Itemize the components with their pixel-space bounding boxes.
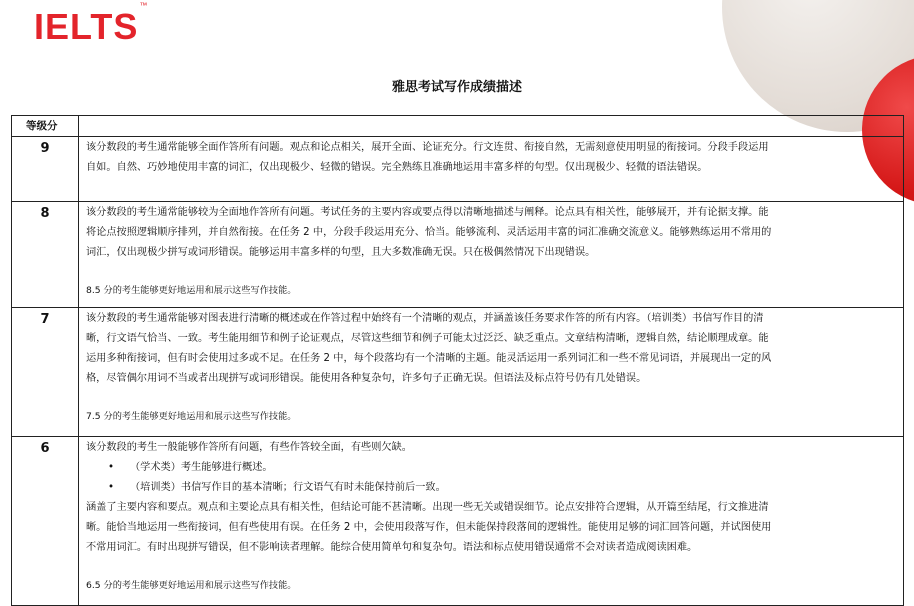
half-band-note: 6.5 分的考生能够更好地运用和展示这些写作技能。: [86, 580, 297, 591]
band-score: 8: [12, 202, 79, 308]
bullet-dot-icon: •: [108, 482, 115, 493]
description-line: 晰，行文语气恰当、一致。考生能用细节和例子论证观点，尽管这些细节和例子可能太过泛泛、缺乏重点。文章结构清晰，逻辑自然，结论顺理成章。能: [86, 333, 769, 344]
table-row: [12, 437, 904, 606]
bullet-item: [86, 458, 897, 478]
bullet-dot-icon: •: [108, 462, 115, 473]
band-score: 9: [12, 137, 79, 202]
description-line: 词汇，仅出现极少拼写或词形错误。能够运用丰富多样的句型，且大多数准确无误。只在极偶然情况下出现错误。: [86, 247, 596, 258]
band-description: [79, 202, 904, 308]
table-row: [12, 202, 904, 308]
description-intro: 该分数段的考生一般能够作答所有问题，有些作答较全面，有些则欠缺。: [86, 442, 412, 453]
table-header-row: [12, 116, 904, 137]
band-score: 7: [12, 308, 79, 437]
trademark-symbol: ™: [139, 1, 149, 10]
band-descriptor-table: [11, 115, 904, 606]
half-band-note: 7.5 分的考生能够更好地运用和展示这些写作技能。: [86, 411, 297, 422]
description-line: 将论点按照逻辑顺序排列，并自然衔接。在任务 2 中，分段手段运用充分、恰当。能够流利、灵活运用丰富的词汇准确交流意义。能够熟练运用不常用的: [86, 227, 772, 238]
description-line: 该分数段的考生通常能够较为全面地作答所有问题。考试任务的主要内容或要点得以清晰地描述与阐释。论点具有相关性，能够展开，并有论据支撑。能: [86, 207, 769, 218]
description-column-header: [79, 116, 904, 137]
band-description: [79, 137, 904, 202]
description-line: 自如。自然、巧妙地使用丰富的词汇，仅出现极少、轻微的错误。完全熟练且准确地运用丰富多样的句型。仅出现极少、轻微的语法错误。: [86, 162, 708, 173]
band-column-header: 等级分: [12, 116, 79, 137]
bullet-item: [86, 478, 897, 498]
ielts-logo: [34, 1, 149, 48]
description-line: 该分数段的考生通常能够对图表进行清晰的概述或在作答过程中始终有一个清晰的观点，并涵盖该任务要求作答的所有内容。（培训类）书信写作目的清: [86, 313, 764, 324]
half-band-note: 8.5 分的考生能够更好地运用和展示这些写作技能。: [86, 285, 297, 296]
table-row: [12, 308, 904, 437]
description-line: 格，尽管偶尔用词不当或者出现拼写或词形错误。能使用各种复杂句，许多句子正确无误。但语法及标点符号仍有几处错误。: [86, 373, 647, 384]
page-title: 雅思考试写作成绩描述: [391, 80, 522, 95]
description-line: 运用多种衔接词，但有时会使用过多或不足。在任务 2 中，每个段落均有一个清晰的主题。能灵活运用一系列词汇和一些不常见词语，并展现出一定的风: [86, 353, 772, 364]
description-line: 不常用词汇。有时出现拼写错误，但不影响读者理解。能综合使用简单句和复杂句。语法和标点使用错误通常不会对读者造成阅读困难。: [86, 542, 698, 553]
band-description: [79, 308, 904, 437]
table-row: [12, 137, 904, 202]
band-score: 6: [12, 437, 79, 606]
ielts-logo-text: IELTS: [34, 6, 139, 47]
bullet-text: （培训类）书信写作目的基本清晰；行文语气有时未能保持前后一致。: [130, 482, 446, 493]
description-line: 该分数段的考生通常能够全面作答所有问题。观点和论点相关，展开全面、论证充分。行文连贯、衔接自然，无需刻意使用明显的衔接词。分段手段运用: [86, 142, 769, 153]
description-line: 涵盖了主要内容和要点。观点和主要论点具有相关性，但结论可能不甚清晰。出现一些无关或错误细节。论点安排符合逻辑，从开篇至结尾，行文推进清: [86, 502, 769, 513]
description-line: 晰。能恰当地运用一些衔接词，但有些使用有误。在任务 2 中，会使用段落写作，但未能保持段落间的逻辑性。能使用足够的词汇回答问题，并试图使用: [86, 522, 772, 533]
band-description: [79, 437, 904, 606]
bullet-text: （学术类）考生能够进行概述。: [130, 462, 273, 473]
